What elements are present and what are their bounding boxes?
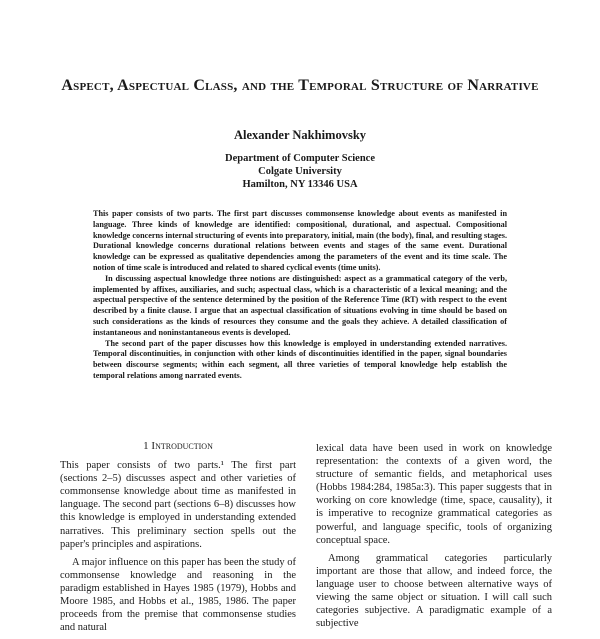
abstract <box>93 209 507 382</box>
affiliation-university: Colgate University <box>258 166 342 177</box>
body-paragraph: A major influence on this paper has been the study of commonsense knowledge and reasoning in the paradigm established in Hayes 1985 (1979), Hobbs and Moore 1985, and Hobbs et al., 1985, 1986. The paper proceeds from the premise that commonsense studies and natural <box>60 556 296 634</box>
abstract-paragraph: In discussing aspectual knowledge three notions are distinguished: aspect as a grammatical category of the verb, implemented by affixes, auxiliaries, and such; aspectual class, which is a characteristic of a lexical meaning; and the aspectual perspective of the sentence determined by the position of the Reference Time (RT) with respect to the event described by a finite clause. I argue that an aspectual classification of situations evolving in time should be based on such considerations as the kinds of resources they consume and the goals they achieve. A detailed classification of instantaneous and noninstantaneous events is developed. <box>93 273 507 337</box>
abstract-paragraph: This paper consists of two parts. The first part discusses commonsense knowledge about events as manifested in language. Three kinds of knowledge are identified: compositional, durational, and aspectual. Compositional knowledge concerns internal structuring of events into preparatory, initial, main (the body), final, and resulting stages. Durational knowledge concerns durational relations between events and stages of the same event. Durational knowledge can be expressed as qualitative dependencies among the parameters of the event and its time scale. The notion of time scale is introduced and related to shared cyclical events (time units). <box>93 209 507 272</box>
body-paragraph: Among grammatical categories particularly important are those that allow, and indeed force, the language user to choose between alternative ways of viewing the same object or situation. I will call such categories subjective. A paradigmatic example of a subjective <box>316 552 552 630</box>
body-paragraph: lexical data have been used in work on knowledge representation: the contexts of a given word, the structure of semantic fields, and metaphorical uses (Hobbs 1984:284, 1985a:3). This paper suggests that in working on core knowledge (time, space, causality), it is imperative to recognize grammatical categories as powerful, and language specific, tools of organizing conceptual space. <box>316 443 552 546</box>
body-left-column <box>60 440 296 639</box>
body-paragraph: This paper consists of two parts.¹ The first part (sections 2–5) discusses aspect and other varieties of commonsense knowledge about time as manifested in language. The second part (sections 6–8) discusses how this knowledge is employed in understanding extended narratives. This preliminary section spells out the paper's principles and aspirations. <box>60 460 296 550</box>
affiliation <box>0 152 600 191</box>
paper-title: Aspect, Aspectual Class, and the Temporal Structure of Narrative <box>61 77 539 94</box>
affiliation-address: Hamilton, NY 13346 USA <box>242 179 358 190</box>
author-name: Alexander Nakhimovsky <box>233 128 367 142</box>
abstract-paragraph: The second part of the paper discusses how this knowledge is employed in understanding extended narratives. Temporal discontinuities, in conjunction with other kinds of discontinuities identified in the paper, signal boundaries between discourse segments; within each segment, all three varieties of temporal knowledge help establish the temporal relations among narrated events. <box>93 338 507 380</box>
section-heading: 1 Introduction <box>143 440 213 452</box>
body-right-column <box>316 442 552 635</box>
affiliation-department: Department of Computer Science <box>225 153 375 164</box>
